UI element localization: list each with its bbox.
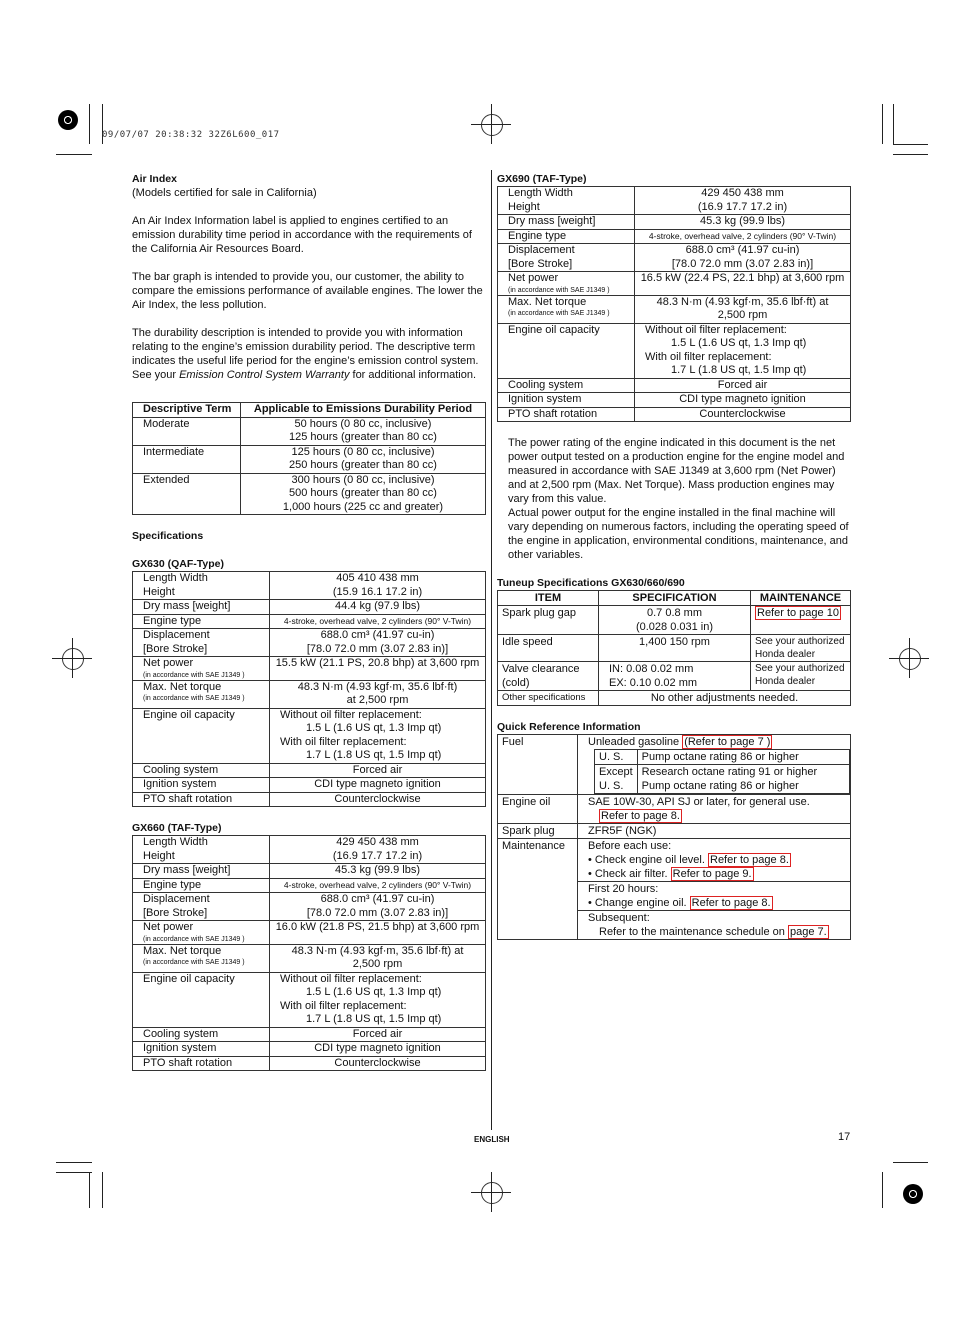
gx630-title: GX630 (QAF-Type) (132, 558, 224, 570)
specifications-title: Specifications (132, 530, 204, 542)
durability-table: Descriptive Term Applicable to Emissions Durability Period Moderate 50 hours (0 80 cc, inclusive) 125 hours (greater than 80 cc) Intermediate 125 hours (0 80 cc, inclusive) 250 hours (greater than 80 cc) Extended 300 hours (0 80 cc, inclusive) 500 hours (greater than 80 cc) 1,000 hours (225 cc and greater) (132, 402, 486, 515)
gx690-title: GX690 (TAF-Type) (497, 173, 587, 185)
page-number: 17 (838, 1131, 851, 1143)
oil-page-link[interactable]: Refer to page 8. (601, 810, 680, 822)
durability-paragraph: The durability description is intended to provide you with information relating to the engine’s emission durability period. The descriptive term indicates the useful life period for the engine’s emission control system. See your Emission Control System Warranty for additional information. (132, 327, 479, 381)
quick-reference-table: Fuel Unleaded gasoline (Refer to page 7 ) U. S. Pump octane rating 86 or higher Except U. S. Research octane rating 91 or higher Pump octane rating 86 or higher Engine oil SAE 10W-30, API SJ or later, for general use. Refer to page 8. Spark plug ZFR5F (NGK) Maintenance Before each use: • Check engine oil level. Refer to page 8. • Check air filter. Refer to page 9. First 20 hours: • Change engine oil. Refer to page 8. Subsequent: Refer to the maintenance schedule on page 7. (497, 734, 851, 940)
gx690-spec-table: Length Width Height 429 450 438 mm (16.9 17.7 17.2 in) Dry mass [weight] 45.3 kg (99.9 lbs) Engine type 4-stroke, overhead valve, 2 cylinders (90° V-Twin) Displacement [Bore Stroke] 688.0 cm³ (41.97 cu-in) [78.0 72.0 mm (3.07 2.83 in)] Net power (in accordance with SAE J1349 ) 16.5 kW (22.4 PS, 22.1 bhp) at 3,600 rpm Max. Net torque (in accordance with SAE J1349 ) 48.3 N·m (4.93 kgf·m, 35.6 lbf·ft) at 2,500 rpm Engine oil capacity Without oil filter replacement: 1.5 L (1.6 US qt, 1.3 Imp qt) With oil filter replacement: 1.7 L (1.8 US qt, 1.5 Imp qt) Cooling system Forced air Ignition system CDI type magneto ignition PTO shaft rotation Counterclockwise (497, 186, 851, 422)
right-column (497, 172, 851, 940)
tuneup-table: ITEM SPECIFICATION MAINTENANCE Spark plug gap 0.7 0.8 mm (0.028 0.031 in) Refer to page 10 Idle speed 1,400 150 rpm See your authorized Honda dealer Valve clearance (cold) IN: 0.08 0.02 mm EX: 0.10 0.02 mm See your authorized Honda dealer Other specifications No other adjustments needed. (497, 590, 851, 706)
crosshair-icon (481, 114, 503, 136)
air-index-title: Air Index (132, 173, 177, 185)
change-oil-page-link[interactable]: Refer to page 8. (691, 897, 771, 909)
gx630-spec-table: Length Width Height 405 410 438 mm (15.9 16.1 17.2 in) Dry mass [weight] 44.4 kg (97.9 lbs) Engine type 4-stroke, overhead valve, 2 cylinders (90° V-Twin) Displacement [Bore Stroke] 688.0 cm³ (41.97 cu-in) [78.0 72.0 mm (3.07 2.83 in)] Net power (in accordance with SAE J1349 ) 15.5 kW (21.1 PS, 20.8 bhp) at 3,600 rpm Max. Net torque (in accordance with SAE J1349 ) 48.3 N·m (4.93 kgf·m, 35.6 lbf·ft) at 2,500 rpm Engine oil capacity Without oil filter replacement: 1.5 L (1.6 US qt, 1.3 Imp qt) With oil filter replacement: 1.7 L (1.8 US qt, 1.5 Imp qt) Cooling system Forced air Ignition system CDI type magneto ignition PTO shaft rotation Counterclockwise (132, 571, 486, 807)
gx660-spec-table: Length Width Height 429 450 438 mm (16.9 17.7 17.2 in) Dry mass [weight] 45.3 kg (99.9 lbs) Engine type 4-stroke, overhead valve, 2 cylinders (90° V-Twin) Displacement [Bore Stroke] 688.0 cm³ (41.97 cu-in) [78.0 72.0 mm (3.07 2.83 in)] Net power (in accordance with SAE J1349 ) 16.0 kW (21.8 PS, 21.5 bhp) at 3,600 rpm Max. Net torque (in accordance with SAE J1349 ) 48.3 N·m (4.93 kgf·m, 35.6 lbf·ft) at 2,500 rpm Engine oil capacity Without oil filter replacement: 1.5 L (1.6 US qt, 1.3 Imp qt) With oil filter replacement: 1.7 L (1.8 US qt, 1.5 Imp qt) Cooling system Forced air Ignition system CDI type magneto ignition PTO shaft rotation Counterclockwise (132, 835, 486, 1071)
power-note: The power rating of the engine indicated in this document is the net power output tested on a production engine for the engine model and measured in accordance with SAE J1349 at 3,600 rpm (Net Power) and at 2,500 rpm (Max. Net Torque). Mass production engines may vary from this value. Actual power output for the engine installed in the final machine will vary depending on numerous factors, including the operating speed of the engine in application, environmental conditions, maintenance, and other variables. (508, 437, 849, 561)
schedule-page-link[interactable]: page 7. (789, 926, 827, 938)
quick-reference-title: Quick Reference Information (497, 721, 641, 733)
check-oil-page-link[interactable]: Refer to page 8. (710, 854, 789, 866)
crosshair-icon (62, 648, 84, 670)
fuel-page-link[interactable]: (Refer to page 7 ) (684, 736, 771, 748)
tuneup-title: Tuneup Specifications GX630/660/690 (497, 577, 685, 589)
print-timestamp: 09/07/07 20:38:32 32Z6L600_017 (102, 130, 280, 140)
left-column: Air Index (Models certified for sale in California) An Air Index Information label is applied to engines certified to an emission durability time period in accordance with the requirements of the California Air Resources Board. The bar graph is intended to provide you, our customer, the ability to compare the emissions performance of available engines. The lower the Air Index, the less pollution. The durability description is intended to provide you with information relating to the engine’s emission durability period. The descriptive term indicates the useful life period for the engine’s emission control system. See your Emission Control System Warranty for additional information. Descriptive Term Applicable to Emissions Durability Period Moderate 50 hours (0 80 cc, inclusive) 125 hours (greater than 80 cc) Intermediate 125 hours (0 80 cc, inclusive) 250 hours (greater than 80 cc) Extended 300 hours (0 80 cc, inclusive) 500 hours (greater than 80 cc) 1,000 hours (225 cc and greater) Specifications GX630 (QAF-Type) Length Width Height 405 410 438 mm (15.9 16.1 17.2 in) Dry mass [weight] 44.4 kg (97.9 lbs) Engine type 4-stroke, overhead valve, 2 cylinders (90° V-Twin) Displacement [Bore Stroke] 688.0 cm³ (41.97 cu-in) [78.0 72.0 mm (3.07 2.83 in)] Net power (in accordance with SAE J1349 ) 15.5 kW (21.1 PS, 20.8 bhp) at 3,600 rpm Max. Net torque (in accordance with SAE J1349 ) 48.3 N·m (4.93 kgf·m, 35.6 lbf·ft) at 2,500 rpm Engine oil capacity Without oil filter replacement: 1.5 L (1.6 US qt, 1.3 Imp qt) With oil filter replacement: 1.7 L (1.8 US qt, 1.5 Imp qt) Cooling system Forced air Ignition system CDI type magneto ignition PTO shaft rotation Counterclockwise GX660 (TAF-Type) Length Width Height 429 450 438 mm (16.9 17.7 17.2 in) Dry mass [weight] 45.3 kg (99.9 lbs) Engine type 4-stroke, overhead valve, 2 cylinders (90° V-Twin) Displacement [Bore Stroke] 688.0 cm³ (41.97 cu-in) [78.0 72.0 mm (3.07 2.83 in)] Net power (in accordance with SAE J1349 ) 16.0 kW (21.8 PS, 21.5 bhp) at 3,600 rpm Max. Net torque (in accordance with SAE J1349 ) 48.3 N·m (4.93 kgf·m, 35.6 lbf·ft) at 2,500 rpm Engine oil capacity Without oil filter replacement: 1.5 L (1.6 US qt, 1.3 Imp qt) With oil filter replacement: 1.7 L (1.8 US qt, 1.5 Imp qt) Cooling system Forced air Ignition system CDI type magneto ignition PTO shaft rotation Counterclockwise (132, 172, 486, 1071)
crosshair-icon (899, 648, 921, 670)
check-air-page-link[interactable]: Refer to page 9. (672, 868, 752, 880)
registration-mark-icon (58, 110, 78, 130)
registration-mark-icon (903, 1184, 923, 1204)
gx660-title: GX660 (TAF-Type) (132, 822, 222, 834)
crosshair-icon (481, 1182, 503, 1204)
language-label: ENGLISH (474, 1135, 510, 1144)
spark-plug-page-link[interactable]: Refer to page 10 (757, 607, 839, 619)
